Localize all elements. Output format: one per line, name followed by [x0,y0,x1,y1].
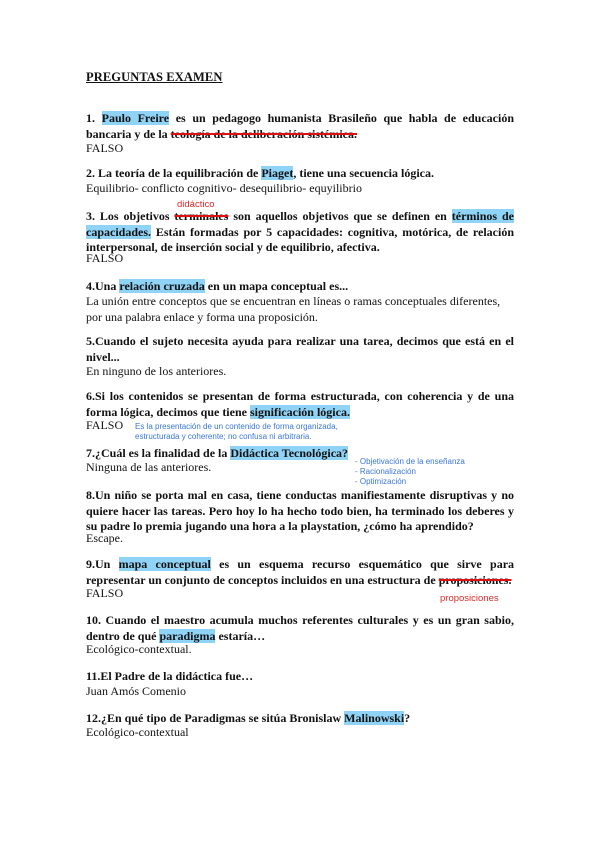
annotation-red: didáctico [177,199,215,210]
highlight: Paulo Freire [101,111,170,125]
annotation-blue-list [355,457,465,487]
page-title: PREGUNTAS EXAMEN [86,70,223,84]
question-5: 5.Cuando el sujeto necesita ayuda para realizar una tarea, decimos que está en el nivel... [86,334,514,364]
highlight: relación cruzada [119,279,205,293]
answer-7: Ninguna de las anteriores. [86,460,212,474]
question-1: 1. Paulo Freire es un pedagogo humanista Brasileño que habla de educación bancaria y de la teología de la deliberación sistémica. [86,111,514,141]
strikethrough-text: terminales [174,209,229,223]
annotation-blue: Es la presentación de un contenido de forma organizada, estructurada y coherente; no confusa ni arbitraria. [135,422,338,441]
answer-4: La unión entre conceptos que se encuentran en líneas o ramas conceptuales diferentes, por una palabra enlace y forma una proposición. [86,294,501,324]
question-10: 10. Cuando el maestro acumula muchos referentes culturales y es un gran sabio, dentro de qué paradigma estaría… [86,613,514,643]
answer-10: Ecológico-contextual. [86,642,192,656]
question-3: 3. Los objetivos terminales son aquellos objetivos que se definen en términos de capacidades. Están formadas por 5 capacidades: cognitiva, motórica, de relación interpersonal, de inserción social y de equilibrio, afectiva. [86,209,515,254]
annotation-item: - Racionalización [355,467,416,476]
question-7: 7.¿Cuál es la finalidad de la Didáctica Tecnológica? [86,446,349,460]
answer-8: Escape. [86,531,123,545]
answer-9: FALSO [86,586,124,600]
annotation-item: - Objetivación de la enseñanza [355,457,465,466]
answer-2: Equilibrio- conflicto cognitivo- desequilibrio- equyilibrio [86,181,362,195]
answer-3: FALSO [86,251,124,265]
question-12: 12.¿En qué tipo de Paradigmas se sitúa Bronislaw Malinowski? [86,711,411,725]
highlight: Malinowski [344,711,405,725]
question-9: 9.Un mapa conceptual es un esquema recurso esquemático que sirve para representar un conjunto de conceptos incluidos en una estructura de proposiciones. [86,557,515,587]
strikethrough-text: proposiciones. [438,572,512,587]
annotation-item: - Optimización [355,477,407,486]
highlight: Piaget [261,166,294,180]
annotation-red: proposiciones [440,593,499,604]
answer-6: FALSO [86,418,124,432]
question-2: 2. La teoría de la equilibración de Piaget, tiene una secuencia lógica. [86,166,434,180]
answer-5: En ninguno de los anteriores. [86,364,227,378]
answer-12: Ecológico-contextual [86,725,189,739]
highlight: términos de capacidades. [86,209,515,239]
question-8: 8.Un niño se porta mal en casa, tiene conductas manifiestamente disruptivas y no quiere hacer las tareas. Pero hoy lo ha hecho todo bien, ha terminado los deberes y su padre lo premia jugando una hora a la playstation, ¿cómo ha aprendido? [86,488,514,533]
question-11: 11.El Padre de la didáctica fue… [86,669,254,683]
highlight: paradigma [159,628,216,643]
question-4: 4.Una relación cruzada en un mapa conceptual es... [86,279,349,293]
answer-1: FALSO [86,141,124,155]
answer-11: Juan Amós Comenio [86,684,187,698]
question-number: 1. [86,111,95,125]
strikethrough-text: teología de la deliberación sistémica. [170,126,357,141]
highlight: significación lógica. [249,404,350,419]
highlight: mapa conceptual [118,557,211,571]
question-6: 6.Si los contenidos se presentan de forma estructurada, con coherencia y de una forma lógica, decimos que tiene significación lógica. [86,389,514,419]
highlight: Didáctica Tecnológica? [230,446,349,460]
